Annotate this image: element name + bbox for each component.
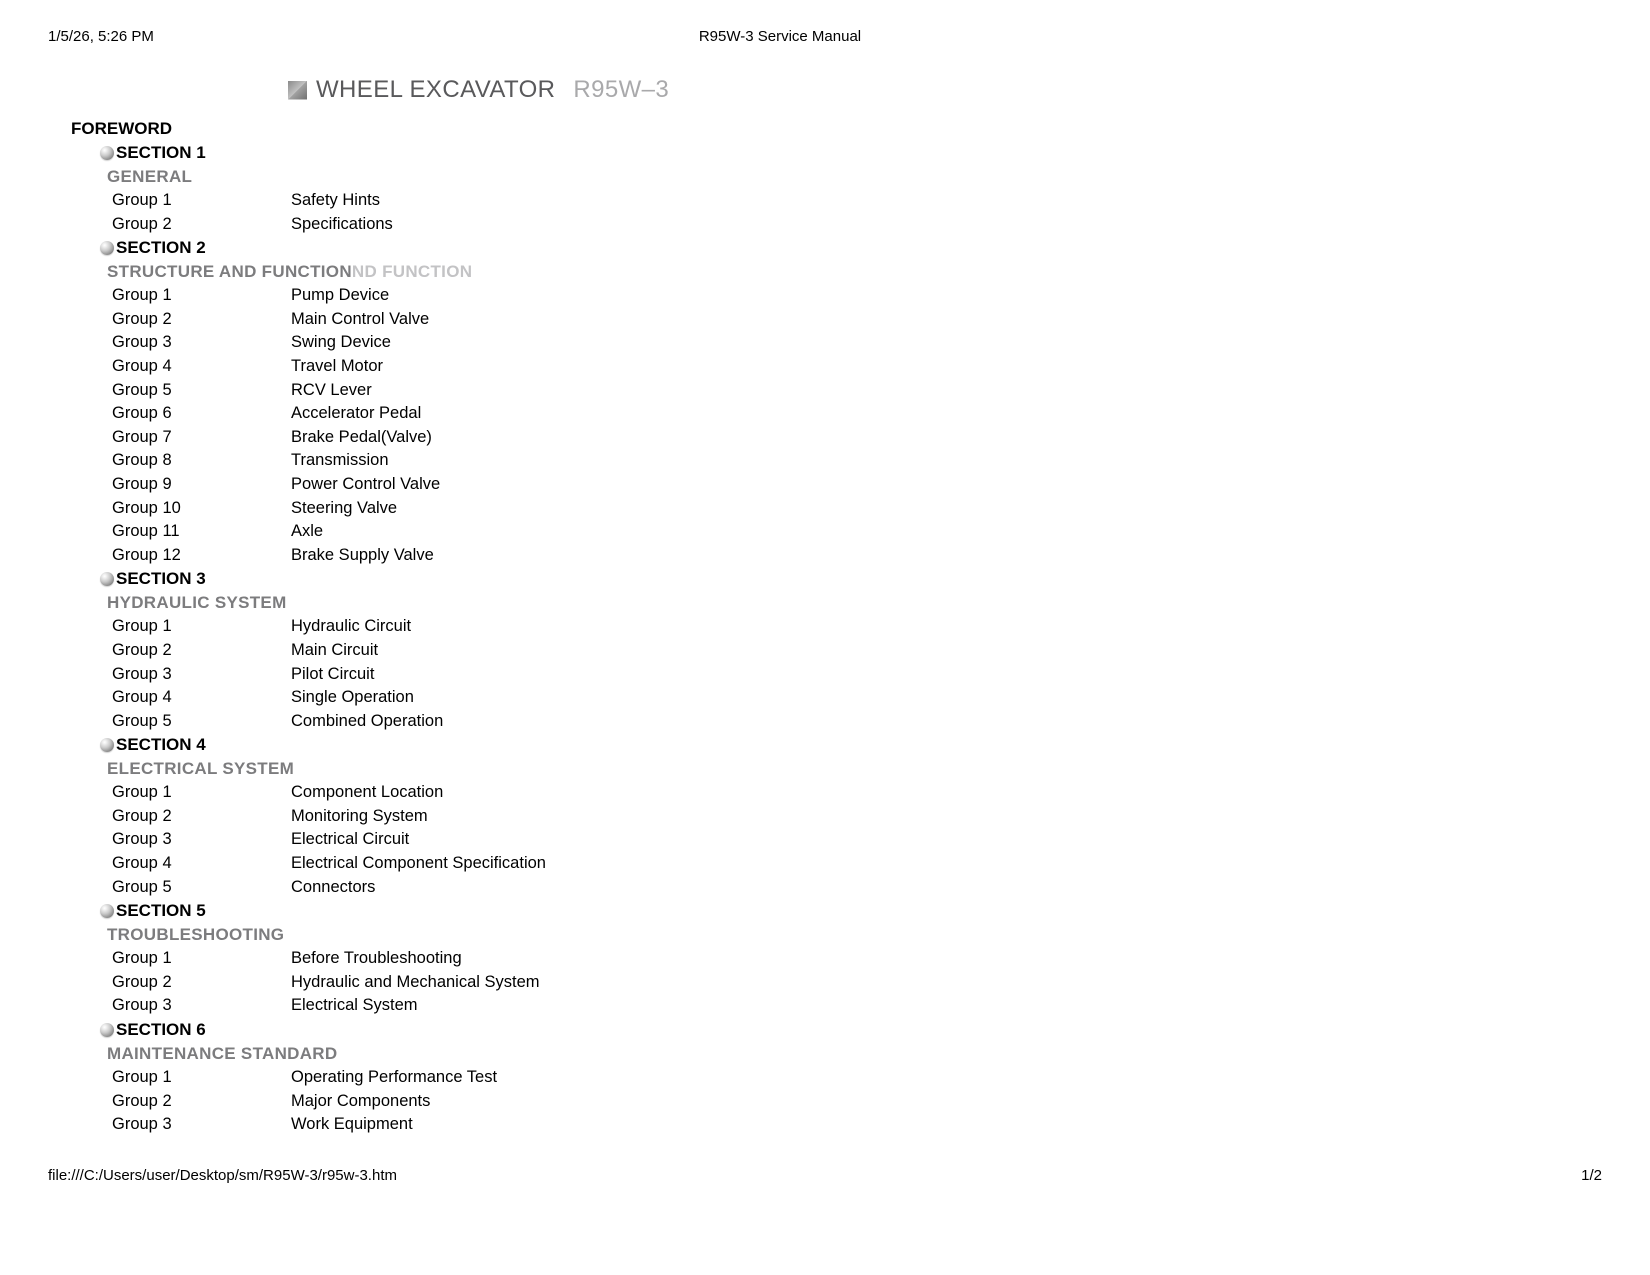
masthead-title: WHEEL EXCAVATOR bbox=[316, 76, 556, 103]
section-heading[interactable] bbox=[100, 141, 1650, 165]
group-row[interactable] bbox=[112, 686, 1650, 710]
group-number: Group 6 bbox=[112, 404, 172, 423]
group-number: Group 1 bbox=[112, 286, 172, 305]
group-number: Group 5 bbox=[112, 380, 172, 399]
group-name: Transmission bbox=[291, 451, 389, 470]
group-number: Group 2 bbox=[112, 972, 172, 991]
group-number: Group 1 bbox=[112, 783, 172, 802]
group-number: Group 3 bbox=[112, 1115, 172, 1134]
section-subtitle-text: TROUBLESHOOTING bbox=[107, 925, 285, 945]
print-header-title: R95W-3 Service Manual bbox=[698, 28, 862, 45]
gray-sphere-bullet-icon bbox=[100, 1023, 114, 1037]
section-label: SECTION 3 bbox=[116, 569, 206, 589]
group-number: Group 5 bbox=[112, 711, 172, 730]
group-row[interactable] bbox=[112, 639, 1650, 663]
group-row[interactable] bbox=[112, 805, 1650, 829]
gray-sphere-bullet-icon bbox=[100, 738, 114, 752]
group-number: Group 9 bbox=[112, 474, 172, 493]
section-subtitle bbox=[107, 165, 1650, 189]
group-name: Monitoring System bbox=[291, 806, 428, 825]
group-name: Specifications bbox=[291, 214, 393, 233]
group-row[interactable] bbox=[112, 308, 1650, 332]
group-name: Electrical Circuit bbox=[291, 830, 410, 849]
group-row[interactable] bbox=[112, 1090, 1650, 1114]
group-row[interactable] bbox=[112, 402, 1650, 426]
group-row[interactable] bbox=[112, 828, 1650, 852]
group-number: Group 2 bbox=[112, 640, 172, 659]
group-row[interactable] bbox=[112, 355, 1650, 379]
section-label: SECTION 6 bbox=[116, 1020, 206, 1040]
group-number: Group 12 bbox=[112, 545, 181, 564]
section-heading[interactable] bbox=[100, 567, 1650, 591]
group-name: Work Equipment bbox=[291, 1115, 413, 1134]
broken-image-gradient-icon bbox=[288, 81, 307, 100]
group-row[interactable] bbox=[112, 449, 1650, 473]
masthead-model: R95W–3 bbox=[573, 76, 670, 103]
group-name: Electrical Component Specification bbox=[291, 854, 546, 873]
group-number: Group 2 bbox=[112, 309, 172, 328]
group-row[interactable] bbox=[112, 497, 1650, 521]
masthead bbox=[288, 76, 669, 104]
group-row[interactable] bbox=[112, 1113, 1650, 1137]
group-name: Operating Performance Test bbox=[291, 1068, 498, 1087]
group-row[interactable] bbox=[112, 544, 1650, 568]
group-row[interactable] bbox=[112, 876, 1650, 900]
foreword-heading: FOREWORD bbox=[71, 119, 173, 138]
group-number: Group 10 bbox=[112, 498, 181, 517]
section-label: SECTION 5 bbox=[116, 901, 206, 921]
section-subtitle-text: GENERAL bbox=[107, 167, 193, 186]
group-name: Pilot Circuit bbox=[291, 664, 375, 683]
group-row[interactable] bbox=[112, 663, 1650, 687]
group-row[interactable] bbox=[112, 852, 1650, 876]
group-row[interactable] bbox=[112, 520, 1650, 544]
print-header-timestamp: 1/5/26, 5:26 PM bbox=[48, 28, 154, 45]
section-label: SECTION 1 bbox=[116, 143, 206, 162]
section-subtitle bbox=[107, 260, 1650, 284]
group-name: Main Circuit bbox=[291, 640, 379, 659]
table-of-contents bbox=[0, 117, 1650, 1137]
group-row[interactable] bbox=[112, 426, 1650, 450]
group-row[interactable] bbox=[112, 284, 1650, 308]
group-number: Group 3 bbox=[112, 830, 172, 849]
group-number: Group 3 bbox=[112, 996, 172, 1015]
group-row[interactable] bbox=[112, 615, 1650, 639]
section-block bbox=[0, 733, 1650, 899]
section-subtitle bbox=[107, 1042, 1650, 1066]
section-heading[interactable] bbox=[100, 1018, 1650, 1042]
group-name: Axle bbox=[291, 522, 324, 541]
section-block bbox=[0, 899, 1650, 1018]
section-heading[interactable] bbox=[100, 899, 1650, 923]
group-row[interactable] bbox=[112, 994, 1650, 1018]
section-block bbox=[0, 567, 1650, 733]
group-name: Travel Motor bbox=[291, 356, 383, 375]
group-name: Component Location bbox=[291, 783, 444, 802]
gray-sphere-bullet-icon bbox=[100, 241, 114, 255]
section-subtitle-text: MAINTENANCE STANDARD bbox=[107, 1044, 338, 1064]
group-name: Before Troubleshooting bbox=[291, 949, 462, 968]
group-row[interactable] bbox=[112, 189, 1650, 213]
group-number: Group 2 bbox=[112, 806, 172, 825]
section-subtitle bbox=[107, 923, 1650, 947]
group-row[interactable] bbox=[112, 947, 1650, 971]
section-label: SECTION 2 bbox=[116, 238, 206, 258]
group-name: Connectors bbox=[291, 877, 376, 896]
group-name: RCV Lever bbox=[291, 380, 372, 399]
group-number: Group 2 bbox=[112, 214, 172, 233]
group-name: Brake Supply Valve bbox=[291, 545, 434, 564]
print-footer-page-number: 1/2 bbox=[1581, 1167, 1602, 1184]
gray-sphere-bullet-icon bbox=[100, 904, 114, 918]
group-number: Group 1 bbox=[112, 949, 172, 968]
group-number: Group 4 bbox=[112, 688, 172, 707]
group-number: Group 5 bbox=[112, 877, 172, 896]
group-name: Pump Device bbox=[291, 286, 390, 305]
group-name: Power Control Valve bbox=[291, 474, 441, 493]
group-number: Group 2 bbox=[112, 1091, 172, 1110]
print-header bbox=[0, 28, 1650, 48]
section-list bbox=[0, 141, 1650, 1137]
group-name: Main Control Valve bbox=[291, 309, 430, 328]
group-name: Combined Operation bbox=[291, 711, 444, 730]
section-subtitle-text: STRUCTURE AND FUNCTION bbox=[107, 262, 352, 282]
group-name: Safety Hints bbox=[291, 191, 380, 209]
group-number: Group 3 bbox=[112, 664, 172, 683]
section-heading[interactable] bbox=[100, 733, 1650, 757]
group-row[interactable] bbox=[112, 473, 1650, 497]
group-number: Group 1 bbox=[112, 617, 172, 636]
section-subtitle bbox=[107, 757, 1650, 781]
group-row[interactable] bbox=[112, 213, 1650, 237]
section-subtitle-ghost-text: ND FUNCTION bbox=[351, 262, 473, 282]
group-row[interactable] bbox=[112, 781, 1650, 805]
group-row[interactable] bbox=[112, 379, 1650, 403]
section-subtitle-text: HYDRAULIC SYSTEM bbox=[107, 593, 287, 613]
group-name: Brake Pedal(Valve) bbox=[291, 427, 432, 446]
group-row[interactable] bbox=[112, 710, 1650, 734]
section-label: SECTION 4 bbox=[116, 735, 206, 755]
group-number: Group 8 bbox=[112, 451, 172, 470]
group-name: Accelerator Pedal bbox=[291, 404, 422, 423]
group-number: Group 1 bbox=[112, 1068, 172, 1087]
gray-sphere-bullet-icon bbox=[100, 572, 114, 586]
group-number: Group 4 bbox=[112, 854, 172, 873]
group-row[interactable] bbox=[112, 1066, 1650, 1090]
group-name: Swing Device bbox=[291, 333, 391, 352]
gray-sphere-bullet-icon bbox=[100, 146, 114, 160]
group-name: Single Operation bbox=[291, 688, 414, 707]
group-number: Group 3 bbox=[112, 333, 172, 352]
group-number: Group 11 bbox=[112, 522, 180, 541]
print-footer-source-url: file:///C:/Users/user/Desktop/sm/R95W-3/r95w-3.htm bbox=[48, 1167, 397, 1184]
group-name: Steering Valve bbox=[291, 498, 398, 517]
print-footer bbox=[0, 1167, 1650, 1187]
section-block bbox=[0, 141, 1650, 236]
section-subtitle bbox=[107, 591, 1650, 615]
group-name: Major Components bbox=[291, 1091, 431, 1110]
section-heading[interactable] bbox=[100, 236, 1650, 260]
group-name: Hydraulic and Mechanical System bbox=[291, 972, 540, 991]
section-block bbox=[0, 236, 1650, 567]
section-subtitle-text: ELECTRICAL SYSTEM bbox=[107, 759, 295, 779]
group-row[interactable] bbox=[112, 331, 1650, 355]
group-name: Hydraulic Circuit bbox=[291, 617, 412, 636]
group-row[interactable] bbox=[112, 971, 1650, 995]
group-number: Group 1 bbox=[112, 191, 172, 209]
group-number: Group 4 bbox=[112, 356, 172, 375]
section-block bbox=[0, 1018, 1650, 1137]
group-name: Electrical System bbox=[291, 996, 418, 1015]
group-number: Group 7 bbox=[112, 427, 172, 446]
